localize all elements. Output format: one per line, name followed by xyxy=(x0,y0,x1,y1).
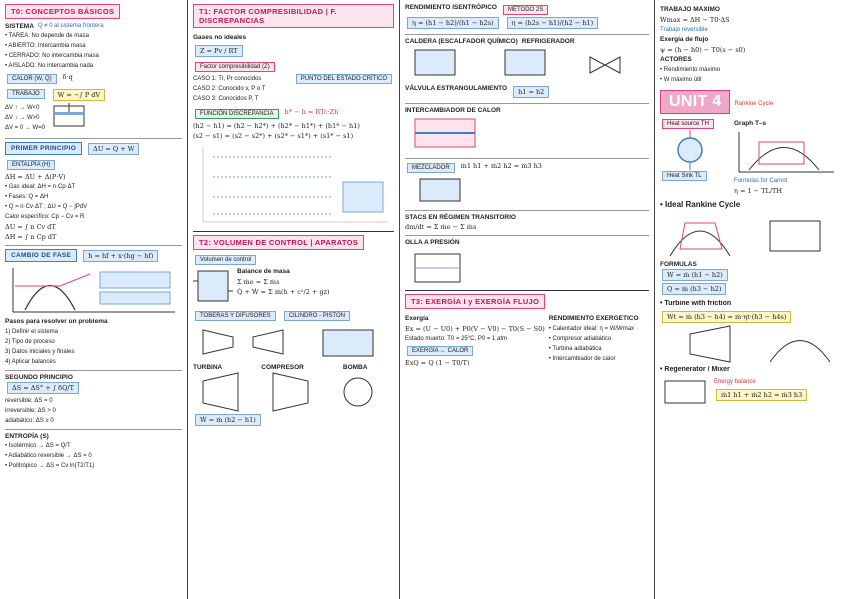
paso-item: 1) Definir el sistema xyxy=(5,329,59,335)
olla-diagram xyxy=(405,246,650,286)
unit4-title: UNIT 4 xyxy=(660,90,730,114)
trabajo-maximo-formula: Wmax = ΔH − T0·ΔS xyxy=(660,16,730,24)
regenerator-label: • Regenerator / Mixer xyxy=(660,366,730,373)
gas-no-ideal-label: Gases no ideales xyxy=(193,34,247,41)
energy-balance-label: Energy balance xyxy=(714,379,756,385)
caso-line: CASO 3: Conocidos P, T xyxy=(193,96,259,102)
actor-line: • Rendimiento máximo xyxy=(660,67,721,73)
olla-label: OLLA A PRESIÓN xyxy=(405,239,460,246)
actors-label: ACTORES xyxy=(660,56,692,63)
section-title-t1: T1: FACTOR COMPRESIBILIDAD | F. DISCREPANCIAS xyxy=(193,4,394,28)
actor-line: • W máximo útil xyxy=(660,77,702,83)
mezclador-diagram xyxy=(405,174,650,206)
caso-line: CASO 2: Conocido v, P o T xyxy=(193,86,266,92)
section-title-t0: T0: CONCEPTOS BÁSICOS xyxy=(5,4,120,19)
paso-item: 3) Datos iniciales y finales xyxy=(5,349,75,355)
primer-formula: ΔU = Q + W xyxy=(88,143,139,155)
column-factor-compresibilidad xyxy=(188,0,400,599)
turbine-friction-label: • Turbine with friction xyxy=(660,300,732,307)
cambio-formula: h = hf + x·(hg − hf) xyxy=(83,250,158,262)
exergia-calor-formula: ExQ = Q (1 − T0/T) xyxy=(405,359,470,367)
graph-ts-label: Graph T–s xyxy=(734,120,767,127)
unit4-subtitle: Rankine Cycle xyxy=(734,101,774,107)
eff-line: • Intercambiador de calor xyxy=(548,356,616,362)
heat-source-label: Heat source TH xyxy=(662,119,714,129)
delta-u-line: ΔU = ∫ n Cv dT xyxy=(5,223,56,231)
section-title-t3: T3: EXERGÍA I y EXERGÍA FLUJO xyxy=(405,294,545,309)
calor-especifico: Calor específico: Cp − Cv = R xyxy=(5,214,85,220)
paso-item: 4) Aplicar balances xyxy=(5,359,56,365)
carnot-eff-formula: η = 1 − TL/TH xyxy=(734,187,783,195)
exergy-flow-formula: ψ = (h − h0) − T0(s − s0) xyxy=(660,46,746,54)
energia-formula: Q̇ + Ẇ = Σ ṁ(h + c²/2 + gz) xyxy=(237,288,330,296)
bomba-label: BOMBA xyxy=(342,364,368,371)
compresor-label: COMPRESOR xyxy=(261,364,304,371)
formulas-rankine-label: FORMULAS xyxy=(660,261,697,268)
entropia-line: • Isotérmico → ΔS = Q/T xyxy=(5,443,71,449)
regenerator-diagram xyxy=(660,376,710,406)
discrepancia-line: (h2 − h1) = (h2 − h2*) + (h2* − h1*) + (h1* − h1) xyxy=(193,122,360,130)
heat-sink-label: Heat Sink TL xyxy=(662,171,707,181)
delta-h-line: ΔH = ∫ n Cp dT xyxy=(5,233,57,241)
ts-graph xyxy=(734,130,839,175)
column-aparatos xyxy=(400,0,655,599)
item-abierto: • ABIERTO: Intercambia masa xyxy=(5,43,86,49)
gas-line: • Fases: Q = ΔH xyxy=(5,194,49,200)
turbomachines-diagram xyxy=(193,371,393,413)
trabajo-label: TRABAJO xyxy=(7,89,45,99)
intercambiador-label: INTERCAMBIADOR DE CALOR xyxy=(405,107,501,114)
calor-label: CALOR (W, Q) xyxy=(7,74,57,84)
exergy-flow-label: Exergía de flujo xyxy=(660,36,709,43)
segundo-principio-label: SEGUNDO PRINCIPIO xyxy=(5,374,73,381)
item-aislado: • AISLADO: No intercambia nada xyxy=(5,63,94,69)
entropia-line: • Adiabático reversible → ΔS = 0 xyxy=(5,453,92,459)
eff-line: • Turbina adiabática xyxy=(548,346,602,352)
formulas-carnot-label: Formulas for Carnot xyxy=(734,178,788,184)
rend-exergetico-label: RENDIMIENTO EXERGÉTICO xyxy=(548,315,639,322)
entropia-line: • Politrópico → ΔS = Cv ln(T2/T1) xyxy=(5,463,95,469)
compresion-label: Factor compresibilidad (Z) xyxy=(195,62,275,72)
du-line: ΔV ↑ → W<0 xyxy=(5,105,40,111)
mezclador-label: MEZCLADOR xyxy=(407,163,455,173)
valvula-label: VÁLVULA ESTRANGULAMIENTO xyxy=(405,85,508,92)
estado-muerto: Estado muerto: T0 = 25°C, P0 = 1 atm xyxy=(405,336,508,342)
regenerator-formula: ṁ1 h1 + ṁ2 h2 = ṁ3 h3 xyxy=(716,389,807,401)
segundo-line: reversible: ΔS = 0 xyxy=(5,398,53,404)
funcion-discrepancia-label: FUNCIÓN DISCREPANCIA xyxy=(195,109,279,119)
turbina-eff-formula: η = (h1 − h2)/(h1 − h2s) xyxy=(407,17,499,29)
sistema-note: Q ≠ 0 al sistema frontera xyxy=(37,23,104,29)
segundo-line: irreversible: ΔS > 0 xyxy=(5,408,56,414)
calor-formula: δ·q xyxy=(62,73,73,81)
punto-critico-label: PUNTO DEL ESTADO CRÍTICO xyxy=(296,74,392,84)
compresor-eff-formula: η = (h2s − h1)/(h2 − h1) xyxy=(507,17,599,29)
balance-formula: Σ ṁe = Σ ṁs xyxy=(237,278,280,286)
carnot-engine-diagram xyxy=(660,130,720,170)
trabajo-maximo-label: TRABAJO MÁXIMO xyxy=(660,6,720,13)
balance-masa-label: Balance de masa xyxy=(237,268,290,275)
column-rankine xyxy=(655,0,848,599)
rankine-diagram xyxy=(660,211,840,261)
cilindro-label: CILINDRO - PISTÓN xyxy=(284,311,350,321)
cambio-fase-label: CAMBIO DE FASE xyxy=(5,249,77,262)
paso-item: 2) Tipo de proceso xyxy=(5,339,55,345)
z-formula: Z = Pv / RT xyxy=(195,45,243,57)
rankine-q-formula: Q = ṁ (h3 − h2) xyxy=(662,283,726,295)
turbine-friction-diagram xyxy=(660,324,840,364)
section-title-t2: T2: VOLUMEN DE CONTROL | APARATOS xyxy=(193,235,364,250)
toberas-label: TOBERAS Y DIFUSORES xyxy=(195,311,276,321)
funcion-formula: h* − h = RTc·Zh xyxy=(284,108,339,116)
phase-diagram xyxy=(5,266,180,316)
caso-line: CASO 1: Tr, Pr conocidos xyxy=(193,76,262,82)
du-line: ΔV ↓ → W>0 xyxy=(5,115,40,121)
exergia-calor-label: EXERGÍA ← CALOR xyxy=(407,346,473,356)
entalpia-label: ENTALPÍA (H) xyxy=(7,160,55,170)
caldera-label: CALDERA (ESCALFADOR QUÍMICO) xyxy=(405,38,518,45)
item-cerrado: • CERRADO: No intercambia masa xyxy=(5,53,99,59)
pasos-label: Pasos para resolver un problema xyxy=(5,318,108,325)
entalpia-formula: ΔH = ΔU + Δ(P·V) xyxy=(5,173,66,181)
discrepancia-line: (s2 − s1) = (s2 − s2*) + (s2* − s1*) + (s1* − s1) xyxy=(193,132,354,140)
control-volume-icon xyxy=(193,266,233,306)
trabajo-eje-formula: Ẇ = ṁ (h2 − h1) xyxy=(195,414,261,426)
piston-diagram xyxy=(49,102,99,130)
trabajo-formula: W = −∫ P dV xyxy=(53,89,105,101)
trabajo-reversible-label: Trabajo reversible xyxy=(660,27,708,33)
column-conceptos xyxy=(0,0,188,599)
metodo-label: MÉTODO 2S xyxy=(503,5,548,15)
rendimiento-label: RENDIMIENTO ISENTRÓPICO xyxy=(405,4,497,11)
vc-label: Volumen de control xyxy=(195,255,256,265)
exergia-formula: Ex = (U − U0) + P0(V − V0) − T0(S − S0) xyxy=(405,325,545,333)
sistema-label: SISTEMA xyxy=(5,23,34,30)
transitorio-label: STACS EN RÉGIMEN TRANSITORIO xyxy=(405,214,516,221)
du-line: ΔV = 0 → W=0 xyxy=(5,125,46,131)
caldera-diagram xyxy=(405,45,650,85)
segundo-line: adiabático: ΔS ≥ 0 xyxy=(5,418,54,424)
entropia-label: ENTROPÍA (S) xyxy=(5,433,49,440)
mezclador-formula: ṁ1 h1 + ṁ2 h2 = ṁ3 h3 xyxy=(460,162,542,170)
friction-formula: Wt = ṁ (h3 − h4) = ṁ·ηt·(h3 − h4s) xyxy=(662,311,791,323)
eff-line: • Compresor adiabático xyxy=(548,336,612,342)
item-tarea: • TAREA: No depende de masa xyxy=(5,33,89,39)
eff-line: • Calentador ideal: η = W/Wmax xyxy=(548,326,635,332)
exergia-label: Exergía xyxy=(405,315,429,322)
intercambiador-diagram xyxy=(405,114,650,154)
refrigerador-label: REFRIGERADOR xyxy=(521,38,575,45)
ideal-rankine-label: • Ideal Rankine Cycle xyxy=(660,201,741,209)
primer-principio-label: PRIMER PRINCIPIO xyxy=(5,142,82,155)
rankine-w-formula: W = ṁ (h1 − h2) xyxy=(662,269,728,281)
gas-line: • Q = n·Cv·ΔT ; ΔU = Q − ∫PdV xyxy=(5,204,88,210)
valvula-formula: h1 = h2 xyxy=(513,86,549,98)
nozzle-diffuser-diagram xyxy=(193,322,393,362)
turbina-label: TURBINA xyxy=(193,364,223,371)
discrepancia-chart xyxy=(193,142,393,227)
transitorio-formula: dm/dt = Σ ṁe − Σ ṁs xyxy=(405,223,477,231)
segundo-formula: ΔS = ΔS° + ∫ δQ/T xyxy=(7,382,79,394)
gas-line: • Gas ideal: ΔH = n·Cp·ΔT xyxy=(5,184,76,190)
